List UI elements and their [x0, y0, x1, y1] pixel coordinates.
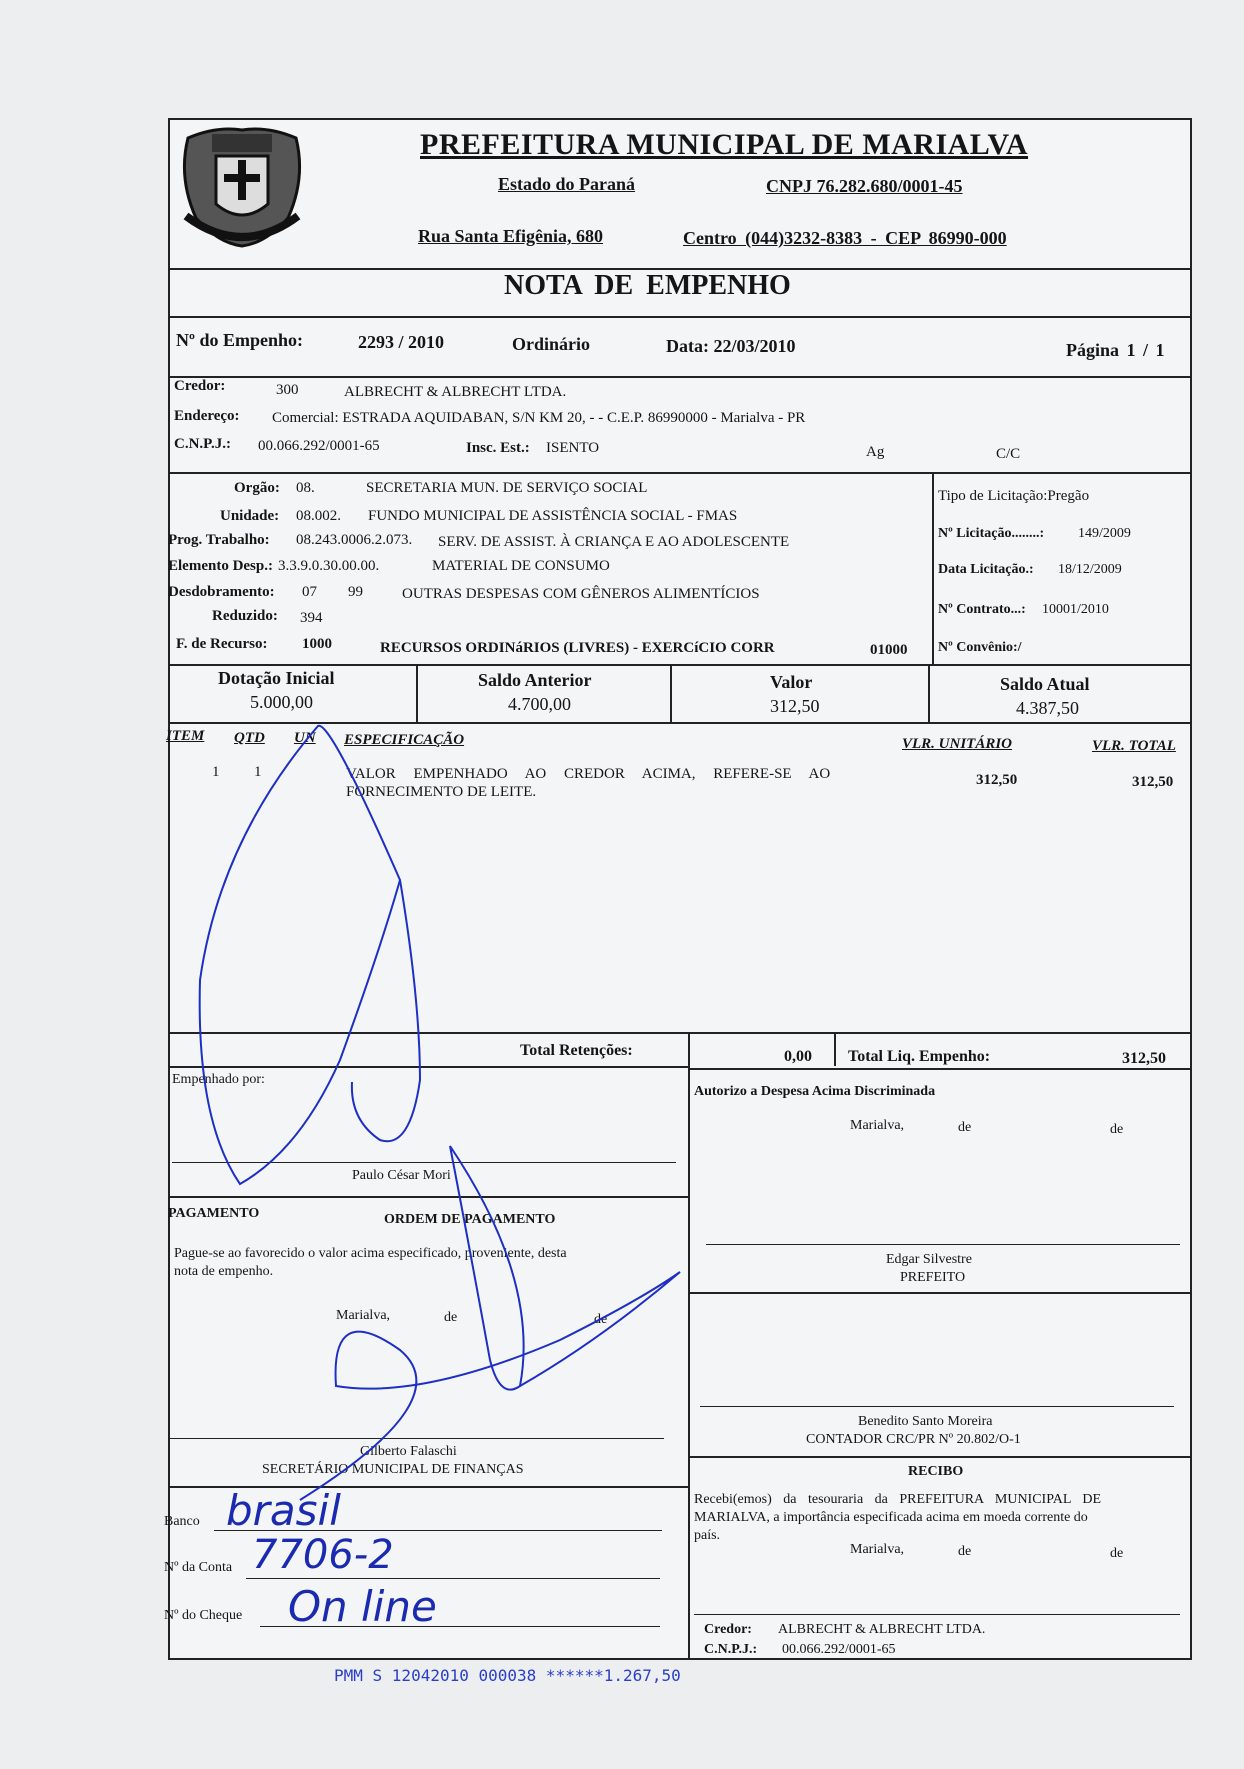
col-especificacao: ESPECIFICAÇÃO	[344, 732, 465, 748]
dotacao-inicial-value: 5.000,00	[250, 692, 313, 712]
insc-value: ISENTO	[546, 440, 600, 456]
recurso-label: F. de Recurso:	[176, 636, 268, 652]
saldo-anterior-value: 4.700,00	[508, 694, 571, 714]
secretario-role: SECRETÁRIO MUNICIPAL DE FINANÇAS	[262, 1462, 524, 1477]
document-title: NOTA DE EMPENHO	[504, 270, 791, 301]
valor-label: Valor	[770, 672, 813, 692]
autorizo-title: Autorizo a Despesa Acima Discriminada	[694, 1084, 936, 1099]
pagamento-de2: de	[594, 1312, 608, 1327]
recibo-place: Marialva,	[850, 1542, 905, 1557]
licitacao-date-label: Data Licitação.:	[938, 562, 1034, 577]
contrato-label: Nº Contrato...:	[938, 602, 1026, 617]
recibo-de2: de	[1110, 1546, 1124, 1561]
col-valor-unitario: VLR. UNITÁRIO	[902, 736, 1013, 752]
account-label: C/C	[996, 446, 1021, 462]
orgao-name: SECRETARIA MUN. DE SERVIÇO SOCIAL	[366, 480, 648, 496]
contador-role: CONTADOR CRC/PR Nº 20.802/O-1	[806, 1432, 1021, 1447]
prog-label: Prog. Trabalho:	[168, 532, 270, 548]
recurso-name: RECURSOS ORDINáRIOS (LIVRES) - EXERCíCIO CORR	[380, 640, 775, 656]
recibo-text-line1: Recebi(emos) da tesouraria da PREFEITURA MUNICIPAL DE	[694, 1492, 1102, 1507]
prefeito-role: PREFEITO	[900, 1270, 966, 1285]
pagamento-place: Marialva,	[336, 1308, 391, 1323]
cheque-label: Nº do Cheque	[164, 1608, 243, 1623]
licitacao-date: 18/12/2009	[1058, 562, 1122, 577]
elemento-code: 3.3.9.0.30.00.00.	[278, 558, 380, 574]
credor-address: Comercial: ESTRADA AQUIDABAN, S/N KM 20, - - C.E.P. 86990000 - Marialva - PR	[272, 410, 806, 426]
cnpj-label: C.N.P.J.:	[174, 436, 231, 452]
liquido-value: 312,50	[1122, 1050, 1166, 1067]
desdobramento-code2: 99	[348, 584, 363, 600]
contact-info: Centro (044)3232-8383 - CEP 86990-000	[683, 228, 1007, 248]
pagamento-text-line2: nota de empenho.	[174, 1264, 274, 1279]
credor-label: Credor:	[174, 378, 226, 394]
prefeito-name: Edgar Silvestre	[886, 1252, 972, 1267]
state-label: Estado do Paraná	[498, 174, 636, 194]
institution-cnpj: CNPJ 76.282.680/0001-45	[766, 176, 963, 196]
street-address: Rua Santa Efigênia, 680	[418, 226, 604, 246]
recibo-text-line2: MARIALVA, a importância especificada acima em moeda corrente do	[694, 1510, 1088, 1525]
recibo-text-line3: país.	[694, 1528, 721, 1543]
empenhado-name: Paulo César Mori	[352, 1168, 451, 1183]
institution-title: PREFEITURA MUNICIPAL DE MARIALVA	[420, 128, 1029, 161]
unidade-code: 08.002.	[296, 508, 341, 524]
pagamento-de1: de	[444, 1310, 458, 1325]
empenho-type: Ordinário	[512, 334, 591, 354]
dotacao-inicial-label: Dotação Inicial	[218, 668, 335, 688]
page-number: Página 1 / 1	[1066, 340, 1165, 360]
col-item: ITEM	[166, 728, 205, 744]
credor-code: 300	[276, 382, 299, 398]
agency-label: Ag	[866, 444, 885, 460]
recibo-title: RECIBO	[908, 1464, 964, 1479]
retencoes-value: 0,00	[784, 1048, 812, 1065]
pagamento-label: PAGAMENTO	[168, 1206, 260, 1221]
item-unit-value: 312,50	[976, 772, 1018, 788]
item-qtd: 1	[254, 764, 262, 780]
col-un: UN	[294, 730, 316, 746]
elemento-name: MATERIAL DE CONSUMO	[432, 558, 610, 574]
item-spec-line1: VALOR EMPENHADO AO CREDOR ACIMA, REFERE-SE AO	[346, 766, 831, 782]
banco-label: Banco	[164, 1514, 200, 1529]
contrato-number: 10001/2010	[1042, 602, 1109, 617]
tipo-licitacao: Tipo de Licitação:Pregão	[938, 488, 1090, 504]
prog-name: SERV. DE ASSIST. À CRIANÇA E AO ADOLESCENTE	[438, 534, 790, 550]
reduzido-label: Reduzido:	[212, 608, 278, 624]
empenho-number-label: Nº do Empenho:	[176, 330, 303, 350]
convenio-label: Nº Convênio:/	[938, 640, 1022, 655]
empenho-number: 2293 / 2010	[358, 332, 445, 352]
col-qtd: QTD	[234, 730, 265, 746]
conta-label: Nº da Conta	[164, 1560, 233, 1575]
recibo-de1: de	[958, 1544, 972, 1559]
autorizo-place: Marialva,	[850, 1118, 905, 1133]
unidade-name: FUNDO MUNICIPAL DE ASSISTÊNCIA SOCIAL - FMAS	[368, 508, 738, 524]
prog-code: 08.243.0006.2.073.	[296, 532, 413, 548]
item-spec-line2: FORNECIMENTO DE LEITE.	[346, 784, 537, 800]
saldo-atual-label: Saldo Atual	[1000, 674, 1090, 694]
valor-value: 312,50	[770, 696, 820, 716]
item-number: 1	[212, 764, 220, 780]
recurso-code: 1000	[302, 636, 332, 652]
desdobramento-label: Desdobramento:	[168, 584, 275, 600]
reduzido-value: 394	[300, 610, 323, 626]
orgao-code: 08.	[296, 480, 315, 496]
empenho-date: Data: 22/03/2010	[666, 336, 796, 356]
licitacao-number-label: Nº Licitação........:	[938, 526, 1045, 541]
ordem-pagamento-title: ORDEM DE PAGAMENTO	[384, 1212, 556, 1227]
retencoes-label: Total Retenções:	[520, 1042, 633, 1059]
saldo-anterior-label: Saldo Anterior	[478, 670, 592, 690]
recibo-cnpj-label: C.N.P.J.:	[704, 1642, 758, 1657]
bank-stamp: PMM S 12042010 000038 ******1.267,50	[334, 1666, 681, 1685]
address-label: Endereço:	[174, 408, 240, 424]
secretario-name: Gilberto Falaschi	[360, 1444, 457, 1459]
unidade-label: Unidade:	[220, 508, 280, 524]
licitacao-number: 149/2009	[1078, 526, 1131, 541]
recurso-code2: 01000	[870, 642, 908, 658]
autorizo-de2: de	[1110, 1122, 1124, 1137]
orgao-label: Orgão:	[234, 480, 280, 496]
credor-name: ALBRECHT & ALBRECHT LTDA.	[344, 384, 567, 400]
recibo-credor-label: Credor:	[704, 1622, 752, 1637]
pagamento-text-line1: Pague-se ao favorecido o valor acima especificado, proveniente, desta	[174, 1246, 567, 1261]
credor-cnpj: 00.066.292/0001-65	[258, 438, 380, 454]
saldo-atual-value: 4.387,50	[1016, 698, 1079, 718]
elemento-label: Elemento Desp.:	[168, 558, 273, 574]
cheque-handwritten: On line	[288, 1582, 437, 1631]
conta-handwritten: 7706-2	[252, 1532, 394, 1578]
empenhado-label: Empenhado por:	[172, 1072, 265, 1087]
banco-handwritten: brasil	[226, 1486, 341, 1535]
item-total-value: 312,50	[1132, 774, 1174, 790]
recibo-cnpj: 00.066.292/0001-65	[782, 1642, 896, 1657]
recibo-credor-name: ALBRECHT & ALBRECHT LTDA.	[778, 1622, 986, 1637]
col-valor-total: VLR. TOTAL	[1092, 738, 1176, 754]
autorizo-de1: de	[958, 1120, 972, 1135]
liquido-label: Total Liq. Empenho:	[848, 1048, 991, 1065]
desdobramento-code1: 07	[302, 584, 317, 600]
contador-name: Benedito Santo Moreira	[858, 1414, 993, 1429]
desdobramento-name: OUTRAS DESPESAS COM GÊNEROS ALIMENTÍCIOS	[402, 586, 760, 602]
insc-label: Insc. Est.:	[466, 440, 530, 456]
